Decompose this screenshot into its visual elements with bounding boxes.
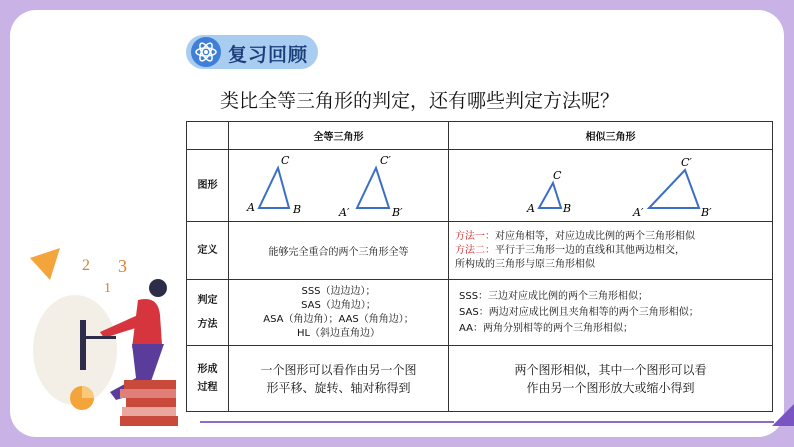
method1-text: 对应角相等，对应边成比例的两个三角形相似 <box>495 230 695 242</box>
sim-label-b-prime: B′ <box>701 206 712 218</box>
table-header-row <box>187 122 773 150</box>
desk-icon <box>80 336 116 339</box>
chair-icon <box>80 320 86 370</box>
set-square-icon <box>30 248 60 280</box>
process-label-2: 过程 <box>197 381 218 393</box>
similar-triangles <box>449 150 771 218</box>
definition-row-label: 定义 <box>187 222 229 280</box>
method1-label: 方法一： <box>455 230 495 242</box>
congruent-definition: 能够完全重合的两个三角形全等 <box>229 222 449 280</box>
criteria-sas: SAS（边角边）； <box>301 299 376 311</box>
corner-decoration <box>772 394 794 426</box>
sim-criteria-aa: AA：两角分别相等的两个三角形相似； <box>459 322 633 334</box>
similar-header: 相似三角形 <box>449 122 773 150</box>
sim-criteria-sss: SSS：三边对应成比例的两个三角形相似； <box>459 290 649 302</box>
figure-row-label: 图形 <box>187 150 229 222</box>
congruent-figures <box>229 150 449 222</box>
similar-process-2: 作由另一个图形放大或缩小得到 <box>526 380 695 395</box>
similar-definition <box>449 222 773 280</box>
atom-icon <box>191 37 221 67</box>
label-a: A <box>247 201 255 214</box>
criteria-label-1: 判定 <box>197 294 218 306</box>
book-2 <box>120 389 176 398</box>
corner-cell <box>187 122 229 150</box>
method2-text-cont: 所构成的三角形与原三角形相似 <box>455 258 595 270</box>
congruent-header: 全等三角形 <box>229 122 449 150</box>
congruent-process-2: 形平移、旋转、轴对称得到 <box>266 380 411 395</box>
head-icon <box>149 279 167 297</box>
student-illustration <box>20 240 190 430</box>
definition-row <box>187 222 773 280</box>
sim-label-a-prime: A′ <box>633 206 644 218</box>
digit-two: 2 <box>82 257 90 274</box>
similar-process <box>449 346 773 412</box>
criteria-row-label <box>187 280 229 346</box>
sim-criteria-sas: SAS：两边对应成比例且夹角相等的两个三角形相似； <box>459 306 699 318</box>
similar-criteria <box>449 280 773 346</box>
triangle-abc <box>259 168 289 208</box>
digit-three: 3 <box>118 256 127 276</box>
small-triangle-abc <box>539 183 561 208</box>
sim-label-b: B <box>563 202 572 215</box>
triangle-a1b1c1 <box>357 168 389 208</box>
question-text: 类比全等三角形的判定，还有哪些判定方法呢？ <box>220 90 620 112</box>
process-label-1: 形成 <box>197 363 218 375</box>
label-b-prime: B′ <box>392 206 403 218</box>
sim-label-c-prime: C′ <box>681 156 692 169</box>
criteria-hl: HL（斜边直角边） <box>296 327 381 339</box>
label-c-prime: C′ <box>380 154 391 167</box>
process-row-label <box>187 346 229 412</box>
figure-row <box>187 150 773 222</box>
criteria-row <box>187 280 773 346</box>
congruent-triangles <box>229 150 447 218</box>
label-a-prime: A′ <box>339 206 350 218</box>
bottom-accent-line <box>200 421 774 423</box>
process-row <box>187 346 773 412</box>
congruent-process <box>229 346 449 412</box>
book-1 <box>124 380 176 389</box>
method2-label: 方法二： <box>455 244 495 256</box>
label-b: B <box>293 203 302 216</box>
similar-process-1: 两个图形相似，其中一个图形可以看 <box>514 362 707 377</box>
book-3 <box>126 398 176 407</box>
criteria-sss: SSS（边边边）； <box>301 285 376 297</box>
criteria-label-2: 方法 <box>197 318 218 330</box>
book-5 <box>120 416 178 426</box>
congruent-criteria <box>229 280 449 346</box>
congruent-process-1: 一个图形可以看作由另一个图 <box>260 362 417 377</box>
comparison-table <box>186 121 773 412</box>
criteria-asa-aas: ASA（角边角）；AAS（角角边）； <box>263 313 414 325</box>
book-4 <box>122 407 176 416</box>
section-title: 复习回顾 <box>228 44 309 66</box>
sim-label-c: C <box>553 169 562 182</box>
method2-text: 平行于三角形一边的直线和其他两边相交， <box>495 244 685 256</box>
digit-one: 1 <box>104 281 111 296</box>
sim-label-a: A <box>527 202 535 215</box>
large-triangle-a1b1c1 <box>649 170 699 208</box>
similar-figures <box>449 150 773 222</box>
label-c: C <box>281 154 290 167</box>
